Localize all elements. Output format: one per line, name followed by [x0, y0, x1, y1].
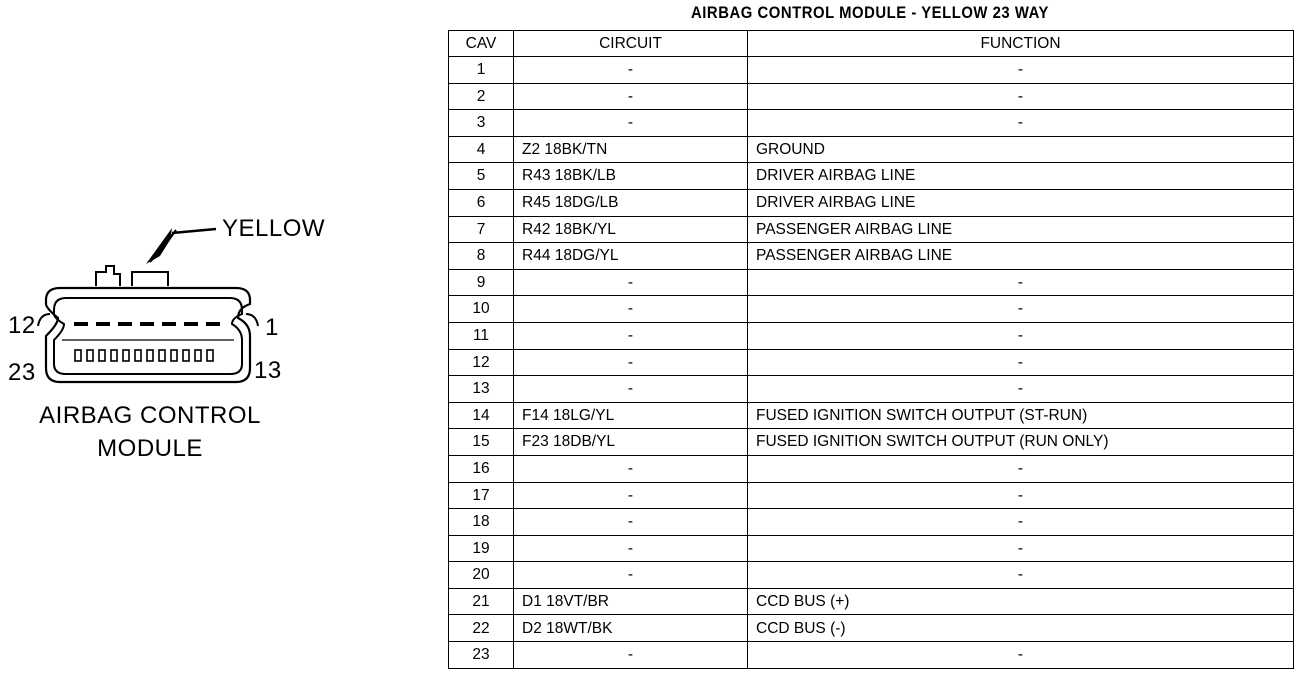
cell-cav: 20	[449, 562, 514, 589]
cell-circuit: -	[514, 296, 748, 323]
cell-cav: 5	[449, 163, 514, 190]
pin-label-bottom-right: 13	[254, 357, 282, 384]
cell-function: -	[748, 83, 1294, 110]
table-row	[449, 163, 1294, 190]
table-row	[449, 509, 1294, 536]
table-row	[449, 269, 1294, 296]
table-row	[449, 562, 1294, 589]
cell-function: -	[748, 642, 1294, 669]
cell-function: PASSENGER AIRBAG LINE	[748, 216, 1294, 243]
cell-function: CCD BUS (+)	[748, 588, 1294, 615]
table-body	[449, 57, 1294, 669]
cell-function: -	[748, 57, 1294, 84]
table-row	[449, 535, 1294, 562]
cell-cav: 13	[449, 376, 514, 403]
cell-circuit: -	[514, 455, 748, 482]
cell-function: FUSED IGNITION SWITCH OUTPUT (RUN ONLY)	[748, 429, 1294, 456]
cell-function: -	[748, 269, 1294, 296]
module-caption-line2: MODULE	[97, 435, 203, 462]
table-row	[449, 57, 1294, 84]
cell-function: -	[748, 562, 1294, 589]
cell-cav: 15	[449, 429, 514, 456]
cell-function: -	[748, 322, 1294, 349]
cell-cav: 19	[449, 535, 514, 562]
connector-color-label: YELLOW	[222, 215, 326, 242]
table-row	[449, 482, 1294, 509]
table-row	[449, 615, 1294, 642]
cell-cav: 1	[449, 57, 514, 84]
cell-cav: 22	[449, 615, 514, 642]
cell-cav: 17	[449, 482, 514, 509]
pin-label-bottom-left: 23	[8, 359, 36, 386]
pinout-table	[448, 30, 1294, 669]
cell-cav: 21	[449, 588, 514, 615]
cell-function: -	[748, 455, 1294, 482]
cell-function: -	[748, 296, 1294, 323]
cell-circuit: -	[514, 110, 748, 137]
cell-function: -	[748, 535, 1294, 562]
cell-function: -	[748, 349, 1294, 376]
table-row	[449, 322, 1294, 349]
cell-circuit: -	[514, 535, 748, 562]
cell-circuit: -	[514, 269, 748, 296]
table-row	[449, 83, 1294, 110]
cell-circuit: R42 18BK/YL	[514, 216, 748, 243]
pin-label-top-left: 12	[8, 312, 36, 339]
cell-circuit: Z2 18BK/TN	[514, 136, 748, 163]
cell-circuit: F14 18LG/YL	[514, 402, 748, 429]
table-row	[449, 349, 1294, 376]
cell-function: PASSENGER AIRBAG LINE	[748, 243, 1294, 270]
table-row	[449, 216, 1294, 243]
cell-cav: 8	[449, 243, 514, 270]
cell-function: -	[748, 110, 1294, 137]
cell-circuit: -	[514, 349, 748, 376]
table-row	[449, 376, 1294, 403]
cell-cav: 2	[449, 83, 514, 110]
table-row	[449, 296, 1294, 323]
cell-circuit: -	[514, 562, 748, 589]
table-row	[449, 189, 1294, 216]
table-header-row	[449, 31, 1294, 57]
cell-cav: 16	[449, 455, 514, 482]
cell-cav: 18	[449, 509, 514, 536]
cell-cav: 14	[449, 402, 514, 429]
cell-function: -	[748, 376, 1294, 403]
cell-circuit: -	[514, 57, 748, 84]
cell-cav: 12	[449, 349, 514, 376]
table-row	[449, 588, 1294, 615]
cell-circuit: F23 18DB/YL	[514, 429, 748, 456]
cell-function: DRIVER AIRBAG LINE	[748, 163, 1294, 190]
table-row	[449, 642, 1294, 669]
cell-circuit: D2 18WT/BK	[514, 615, 748, 642]
cell-circuit: D1 18VT/BR	[514, 588, 748, 615]
cell-cav: 3	[449, 110, 514, 137]
cell-circuit: -	[514, 509, 748, 536]
cell-circuit: -	[514, 322, 748, 349]
cell-circuit: -	[514, 376, 748, 403]
cell-cav: 6	[449, 189, 514, 216]
pin-label-top-right: 1	[265, 314, 279, 341]
cell-cav: 11	[449, 322, 514, 349]
cell-cav: 23	[449, 642, 514, 669]
cell-function: -	[748, 482, 1294, 509]
cell-circuit: -	[514, 482, 748, 509]
cell-function: -	[748, 509, 1294, 536]
cell-circuit: R43 18BK/LB	[514, 163, 748, 190]
header-circuit: CIRCUIT	[514, 31, 748, 57]
cell-function: FUSED IGNITION SWITCH OUTPUT (ST-RUN)	[748, 402, 1294, 429]
cell-cav: 9	[449, 269, 514, 296]
cell-function: CCD BUS (-)	[748, 615, 1294, 642]
cell-circuit: R44 18DG/YL	[514, 243, 748, 270]
table-row	[449, 402, 1294, 429]
connector-diagram	[0, 200, 360, 480]
table-row	[449, 455, 1294, 482]
cell-function: GROUND	[748, 136, 1294, 163]
cell-cav: 7	[449, 216, 514, 243]
cell-circuit: R45 18DG/LB	[514, 189, 748, 216]
table-row	[449, 136, 1294, 163]
cell-function: DRIVER AIRBAG LINE	[748, 189, 1294, 216]
table-title: AIRBAG CONTROL MODULE - YELLOW 23 WAY	[690, 4, 1049, 22]
header-function: FUNCTION	[748, 31, 1294, 57]
module-caption-line1: AIRBAG CONTROL	[39, 402, 261, 429]
cell-circuit: -	[514, 642, 748, 669]
table-row	[449, 243, 1294, 270]
header-cav: CAV	[449, 31, 514, 57]
table-row	[449, 429, 1294, 456]
cell-cav: 10	[449, 296, 514, 323]
table-row	[449, 110, 1294, 137]
cell-cav: 4	[449, 136, 514, 163]
cell-circuit: -	[514, 83, 748, 110]
